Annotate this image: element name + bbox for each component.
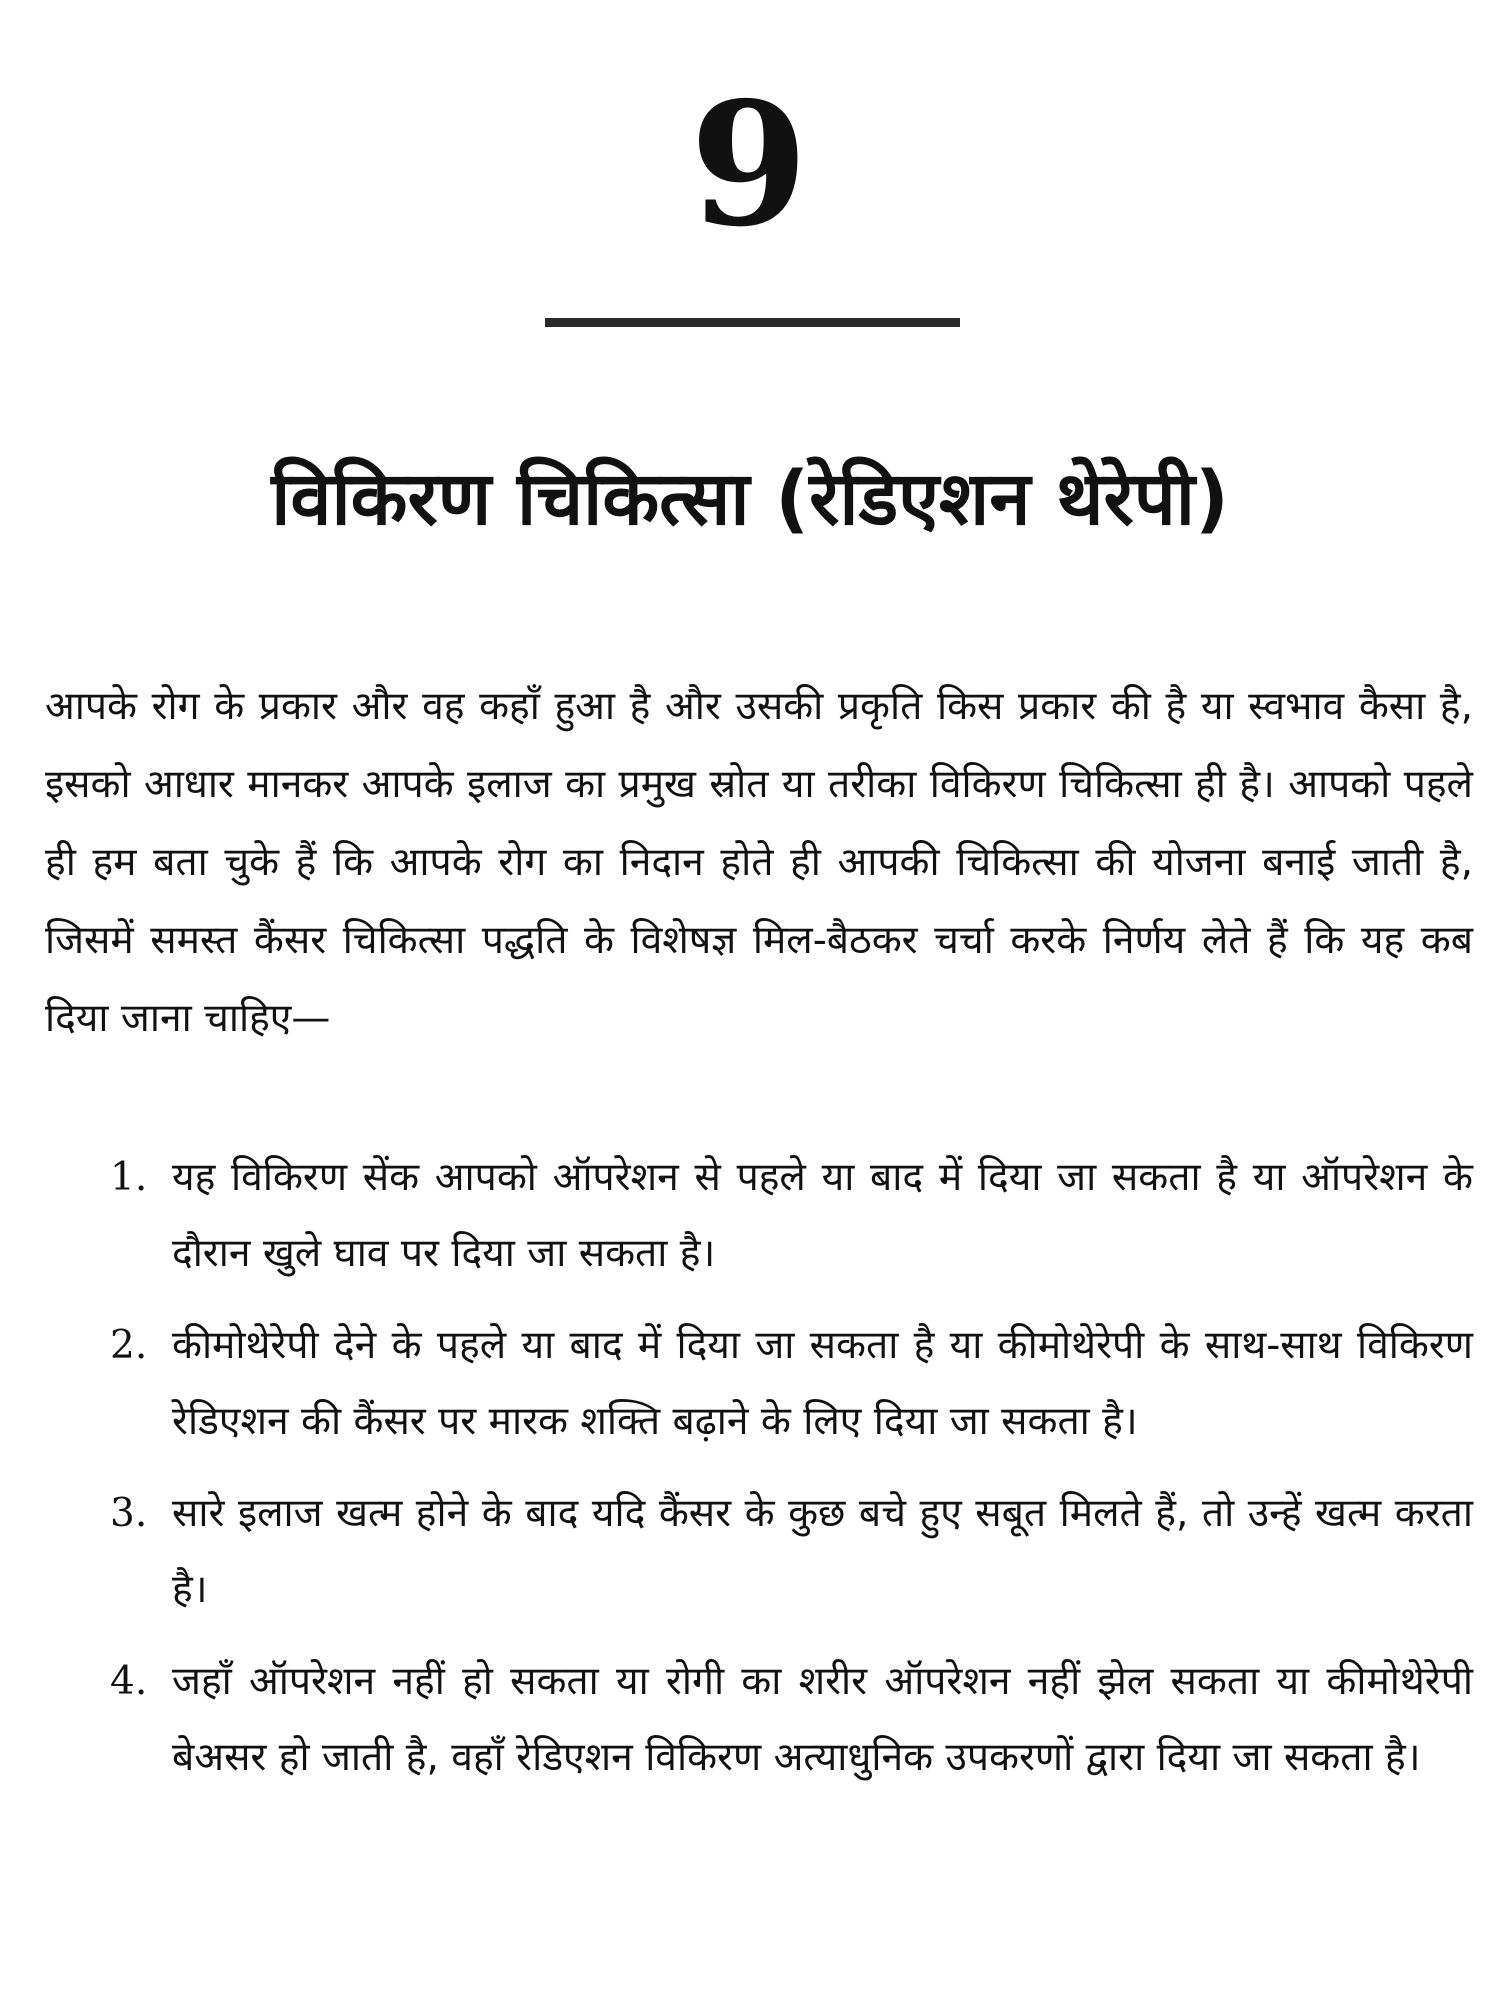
list-item-number: 1. — [110, 1155, 148, 1200]
list-item-text: सारे इलाज खत्म होने के बाद यदि कैंसर के कुछ बचे हुए सबूत मिलते हैं, तो उन्हें खत्म करता है। — [172, 1491, 1473, 1612]
list-item-number: 2. — [110, 1323, 148, 1368]
list-item-text: यह विकिरण सेंक आपको ऑपरेशन से पहले या बाद में दिया जा सकता है या ऑपरेशन के दौरान खुले घाव पर दिया जा सकता है। — [172, 1155, 1473, 1276]
list-item — [110, 1308, 1473, 1460]
list-item-number: 3. — [110, 1491, 148, 1536]
list-item-text: जहाँ ऑपरेशन नहीं हो सकता या रोगी का शरीर ऑपरेशन नहीं झेल सकता या कीमोथेरेपी बेअसर हो जाती है, वहाँ रेडिएशन विकिरण अत्याधुनिक उपकरणों द्वारा दिया जा सकता है। — [172, 1659, 1473, 1780]
list-item-number: 4. — [110, 1659, 148, 1704]
list-item — [110, 1644, 1473, 1796]
chapter-title: विकिरण चिकित्सा (रेडिएशन थेरेपी) — [271, 455, 1229, 542]
chapter-divider — [545, 318, 960, 327]
intro-paragraph: आपके रोग के प्रकार और वह कहाँ हुआ है और उसकी प्रकृति किस प्रकार की है या स्वभाव कैसा है, इसको आधार मानकर आपके इलाज का प्रमुख स्रोत या तरीका विकिरण चिकित्सा ही है। आपको पहले ही हम बता चुके हैं कि आपके रोग का निदान होते ही आपकी चिकित्सा की योजना बनाई जाती है, जिसमें समस्त कैंसर चिकित्सा पद्धति के विशेषज्ञ मिल-बैठकर चर्चा करके निर्णय लेते हैं कि यह कब दिया जाना चाहिए— — [45, 684, 1473, 1041]
numbered-list — [110, 1140, 1473, 1812]
chapter-number: 9 — [689, 65, 811, 265]
list-item — [110, 1476, 1473, 1628]
list-item-text: कीमोथेरेपी देने के पहले या बाद में दिया जा सकता है या कीमोथेरेपी के साथ-साथ विकिरण रेडिएशन की कैंसर पर मारक शक्ति बढ़ाने के लिए दिया जा सकता है। — [172, 1323, 1473, 1444]
list-item — [110, 1140, 1473, 1292]
